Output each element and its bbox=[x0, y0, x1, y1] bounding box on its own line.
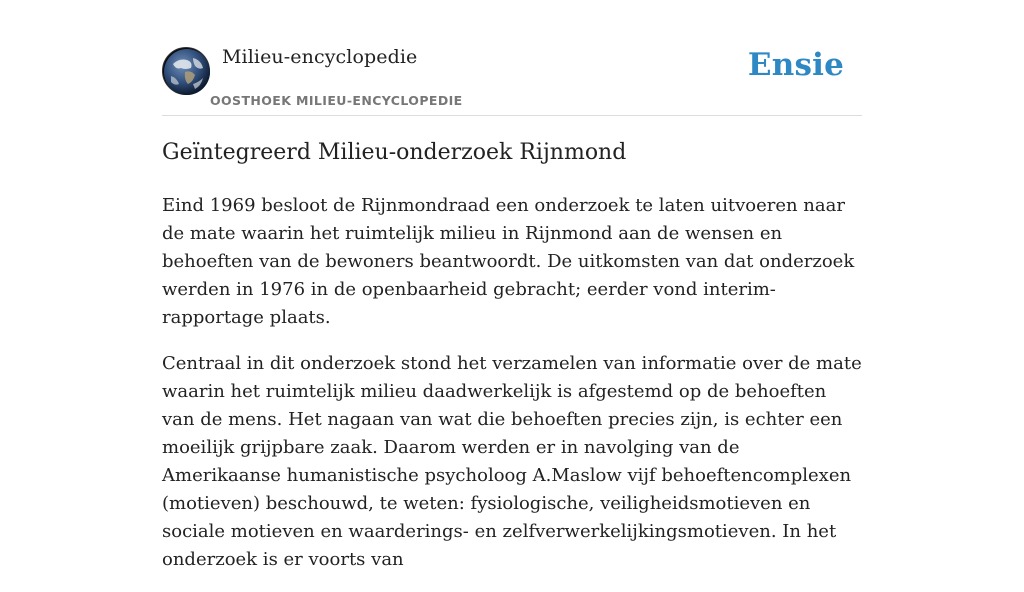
article-body bbox=[162, 192, 862, 592]
article-paragraph: Eind 1969 besloot de Rijnmondraad een onderzoek te laten uitvoeren naar de mate waarin het ruimtelijk milieu in Rijnmond aan de wensen en behoeften van de bewoners beantwoordt. De uitkomsten van dat onderzoek werden in 1976 in de openbaarheid gebracht; eerder vond interim-rapportage plaats. bbox=[162, 195, 855, 328]
site-name[interactable]: Milieu-encyclopedie bbox=[222, 46, 418, 68]
ensie-logo[interactable]: Ensie bbox=[747, 47, 844, 83]
header-divider bbox=[162, 115, 862, 116]
site-subtitle[interactable]: OOSTHOEK MILIEU-ENCYCLOPEDIE bbox=[210, 93, 463, 108]
article-title: Geïntegreerd Milieu-onderzoek Rijnmond bbox=[162, 140, 627, 165]
site-header bbox=[162, 44, 862, 116]
article-paragraph: Centraal in dit onderzoek stond het verzamelen van informatie over de mate waarin het ruimtelijk milieu daadwerkelijk is afgestemd op de behoeften van de mens. Het nagaan van wat die behoeften precies zijn, is echter een moeilijk grijpbare zaak. Daarom werden er in navolging van de Amerikaanse humanistische psycholoog A.Maslow vijf behoeftencomplexen (motieven) beschouwd, te weten: fysiologische, veiligheidsmotieven en sociale motieven en waarderings- en zelfverwerkelijkingsmotieven. In het onderzoek is er voorts van bbox=[162, 353, 862, 570]
earth-globe-icon[interactable] bbox=[162, 47, 210, 95]
